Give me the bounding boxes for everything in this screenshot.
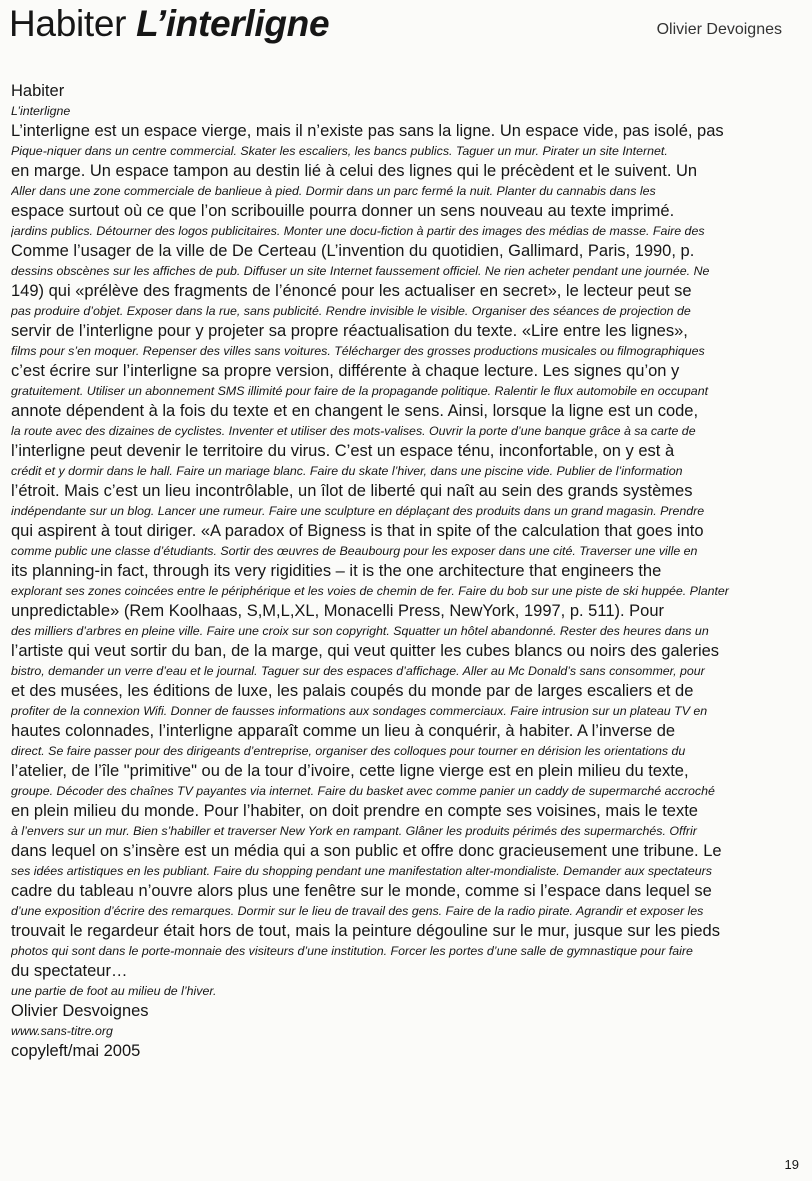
interline-text-line: pas produire d’objet. Exposer dans la rue, sans publicité. Rendre invisible le visible. Organiser des séances de projection de — [11, 304, 691, 318]
interline-text-line: bistro, demander un verre d’eau et le journal. Taguer sur des espaces d’affichage. Aller au Mc Donald’s sans consommer, pour — [11, 664, 705, 678]
interline-text-line: gratuitement. Utiliser un abonnement SMS illimité pour faire de la propagande politique. Ralentir le flux automobile en occupant — [11, 384, 709, 398]
interline-text-line: direct. Se faire passer pour des dirigeants d’entreprise, organiser des colloques pour tourner en dérision les orientations du — [11, 744, 686, 758]
page-title — [9, 2, 329, 46]
main-text-line: L’interligne est un espace vierge, mais il n’existe pas sans la ligne. Un espace vide, pas isolé, pas — [11, 122, 724, 140]
main-text-line: l’étroit. Mais c’est un lieu incontrôlable, un îlot de liberté qui naît au sein des grands systèmes — [11, 482, 693, 500]
interline-text-line: des milliers d’arbres en pleine ville. Faire une croix sur son copyright. Squatter un hôtel abandonné. Rester des heures dans un — [11, 624, 709, 638]
main-text-line: Habiter — [11, 82, 65, 100]
interline-text-line: une partie de foot au milieu de l’hiver. — [11, 984, 217, 998]
main-text-line: unpredictable» (Rem Koolhaas, S,M,L,XL, Monacelli Press, NewYork, 1997, p. 511). Pour — [11, 602, 665, 620]
interline-text-line: comme public une classe d’étudiants. Sortir des œuvres de Beaubourg pour les exposer dans une cité. Traverser une ville en — [11, 544, 698, 558]
interline-text-line: d’une exposition d’écrire des remarques. Dormir sur le lieu de travail des gens. Faire de la radio pirate. Agrandir et exposer les — [11, 904, 704, 918]
interline-text-line: crédit et y dormir dans le hall. Faire un mariage blanc. Faire du skate l’hiver, dans une piscine vide. Publier de l’information — [11, 464, 683, 478]
title-plain: Habiter — [9, 3, 127, 44]
header-author: Olivier Devoignes — [656, 21, 782, 38]
main-text-line: en plein milieu du monde. Pour l’habiter, on doit prendre en compte ses voisines, mais le texte — [11, 802, 698, 820]
main-text-line: du spectateur… — [11, 962, 128, 980]
interline-text-line: films pour s’en moquer. Repenser des villes sans voitures. Télécharger des grosses productions musicales ou filmographiques — [11, 344, 705, 358]
interline-text-line: profiter de la connexion Wifi. Donner de fausses informations aux sondages commerciaux. Faire intrusion sur un plateau TV en — [11, 704, 708, 718]
main-text-line: hautes colonnades, l’interligne apparaît comme un lieu à conquérir, à habiter. A l’inverse de — [11, 722, 676, 740]
main-text-line: Comme l’usager de la ville de De Certeau (L’invention du quotidien, Gallimard, Paris, 1990, p. — [11, 242, 695, 260]
main-text-line: annote dépendent à la fois du texte et en changent le sens. Ainsi, lorsque la ligne est un code, — [11, 402, 699, 420]
interline-text-line: photos qui sont dans le porte-monnaie des visiteurs d’une institution. Forcer les portes d’une salle de gymnastique pour faire — [11, 944, 693, 958]
interline-text-line: Aller dans une zone commerciale de banlieue à pied. Dormir dans un parc fermé la nuit. Planter du cannabis dans les — [11, 184, 656, 198]
main-text-line: servir de l’interligne pour y projeter sa propre réactualisation du texte. «Lire entre les lignes», — [11, 322, 688, 340]
main-text-line: espace surtout où ce que l’on scribouille pourra donner un sens nouveau au texte imprimé. — [11, 202, 675, 220]
main-text-line: l’interligne peut devenir le territoire du virus. C’est un espace ténu, inconfortable, on y est à — [11, 442, 675, 460]
main-text-line: trouvait le regardeur était hors de tout, mais la peinture dégouline sur le mur, jusque sur les pieds — [11, 922, 720, 940]
main-text-line: copyleft/mai 2005 — [11, 1042, 141, 1060]
interline-text-line: groupe. Décoder des chaînes TV payantes via internet. Faire du basket avec comme panier un caddy de supermarché accroché — [11, 784, 715, 798]
main-text-line: l’artiste qui veut sortir du ban, de la marge, qui veut quitter les cubes blancs ou noirs des galeries — [11, 642, 720, 660]
interline-text-line: à l’envers sur un mur. Bien s’habiller et traverser New York en rampant. Glâner les produits périmés des supermarchés. Offrir — [11, 824, 697, 838]
interline-text-line: explorant ses zones coincées entre le périphérique et les voies de chemin de fer. Faire du bob sur une piste de ski huppée. Planter — [11, 584, 729, 598]
interline-text-line: Pique-niquer dans un centre commercial. Skater les escaliers, les bancs publics. Taguer un mur. Pirater un site Internet. — [11, 144, 668, 158]
main-text-line: 149) qui «prélève des fragments de l’énoncé pour les actualiser en secret», le lecteur peut se — [11, 282, 692, 300]
interline-text-line: ses idées artistiques en les publiant. Faire du shopping pendant une manifestation alter-mondialiste. Demander aux spectateurs — [11, 864, 712, 878]
interline-text-line: www.sans-titre.org — [11, 1024, 113, 1038]
interline-text-line: indépendante sur un blog. Lancer une rumeur. Faire une sculpture en déplaçant des produits dans un grand magasin. Prendre — [11, 504, 705, 518]
main-text-line: l’atelier, de l’île "primitive" ou de la tour d’ivoire, cette ligne vierge est en plein milieu du texte, — [11, 762, 689, 780]
interline-text-line: jardins publics. Détourner des logos publicitaires. Monter une docu-fiction à partir des images des médias de masse. Faire des — [11, 224, 705, 238]
interline-text-line: L’interligne — [11, 104, 71, 118]
main-text-line: Olivier Desvoignes — [11, 1002, 149, 1020]
main-text-line: en marge. Un espace tampon au destin lié à celui des lignes qui le précèdent et le suivent. Un — [11, 162, 698, 180]
article-body — [11, 82, 801, 1063]
main-text-line: c’est écrire sur l’interligne sa propre version, différente à chaque lecture. Les signes qu’on y — [11, 362, 680, 380]
main-text-line: dans lequel on s’insère est un média qui a son public et offre donc gracieusement une tribune. Le — [11, 842, 722, 860]
interline-text-line: la route avec des dizaines de cyclistes. Inventer et utiliser des mots-valises. Ouvrir la porte d’une banque grâce à sa carte de — [11, 424, 696, 438]
title-italic: L’interligne — [136, 3, 330, 44]
main-text-line: et des musées, les éditions de luxe, les palais coupés du monde par de larges escaliers et de — [11, 682, 694, 700]
main-text-line: cadre du tableau n’ouvre alors plus une fenêtre sur le monde, comme si l’espace dans lequel se — [11, 882, 712, 900]
main-text-line: qui aspirent à tout diriger. «A paradox of Bigness is that in spite of the calculation that goes into — [11, 522, 704, 540]
main-text-line: its planning-in fact, through its very rigidities – it is the one architecture that engineers the — [11, 562, 662, 580]
page-number: 19 — [784, 1157, 799, 1172]
interline-text-line: dessins obscènes sur les affiches de pub. Diffuser un site Internet faussement officiel. Ne rien acheter pendant une journée. Ne — [11, 264, 710, 278]
